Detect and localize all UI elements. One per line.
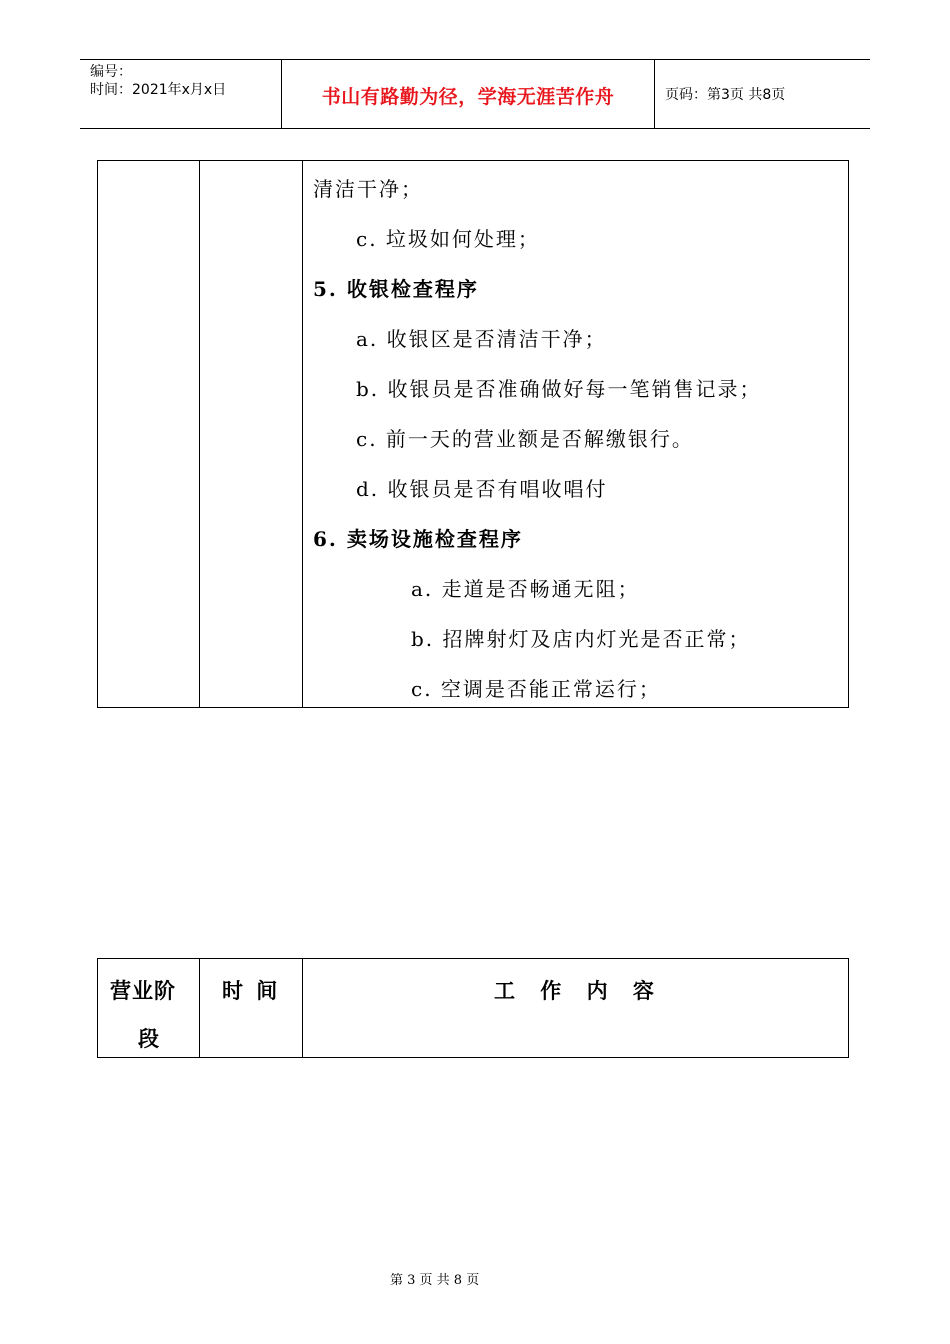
header-page-info: 页码：第3页 共8页 [665,87,786,103]
document-date: 时间：2021年x月x日 [90,82,227,98]
content-line: b. 收银员是否准确做好每一笔销售记录； [356,377,762,401]
procedure-table [97,160,849,708]
header-motto: 书山有路勤为径，学海无涯苦作舟 [321,86,615,108]
header-divider [654,60,655,128]
content-line: a. 走道是否畅通无阻； [411,577,640,601]
content-line: a. 收银区是否清洁干净； [356,327,607,351]
page-footer: 第 3 页 共 8 页 [390,1273,480,1288]
column-header-stage-cont: 段 [138,1027,159,1051]
column-header-content: 工 作 内 容 [494,979,654,1003]
content-line: d. 收银员是否有唱收唱付 [356,477,608,501]
content-line: c. 空调是否能正常运行； [411,677,661,701]
table-column-divider [199,161,200,707]
content-line: b. 招牌射灯及店内灯光是否正常； [411,627,751,651]
document-number-label: 编号： [90,64,132,80]
content-line: 清洁干净； [313,177,423,201]
table-column-divider [302,959,303,1057]
table-column-divider [199,959,200,1057]
table-column-divider [302,161,303,707]
content-line: c. 垃圾如何处理； [356,227,540,251]
section-heading: 6. 卖场设施检查程序 [313,527,523,551]
schedule-header-table [97,958,849,1058]
page-header [80,59,870,129]
column-header-stage: 营业阶 [110,979,176,1003]
header-meta [90,63,226,99]
section-heading: 5. 收银检查程序 [313,277,479,301]
content-line: c. 前一天的营业额是否解缴银行。 [356,427,694,451]
column-header-time: 时 间 [222,979,278,1003]
